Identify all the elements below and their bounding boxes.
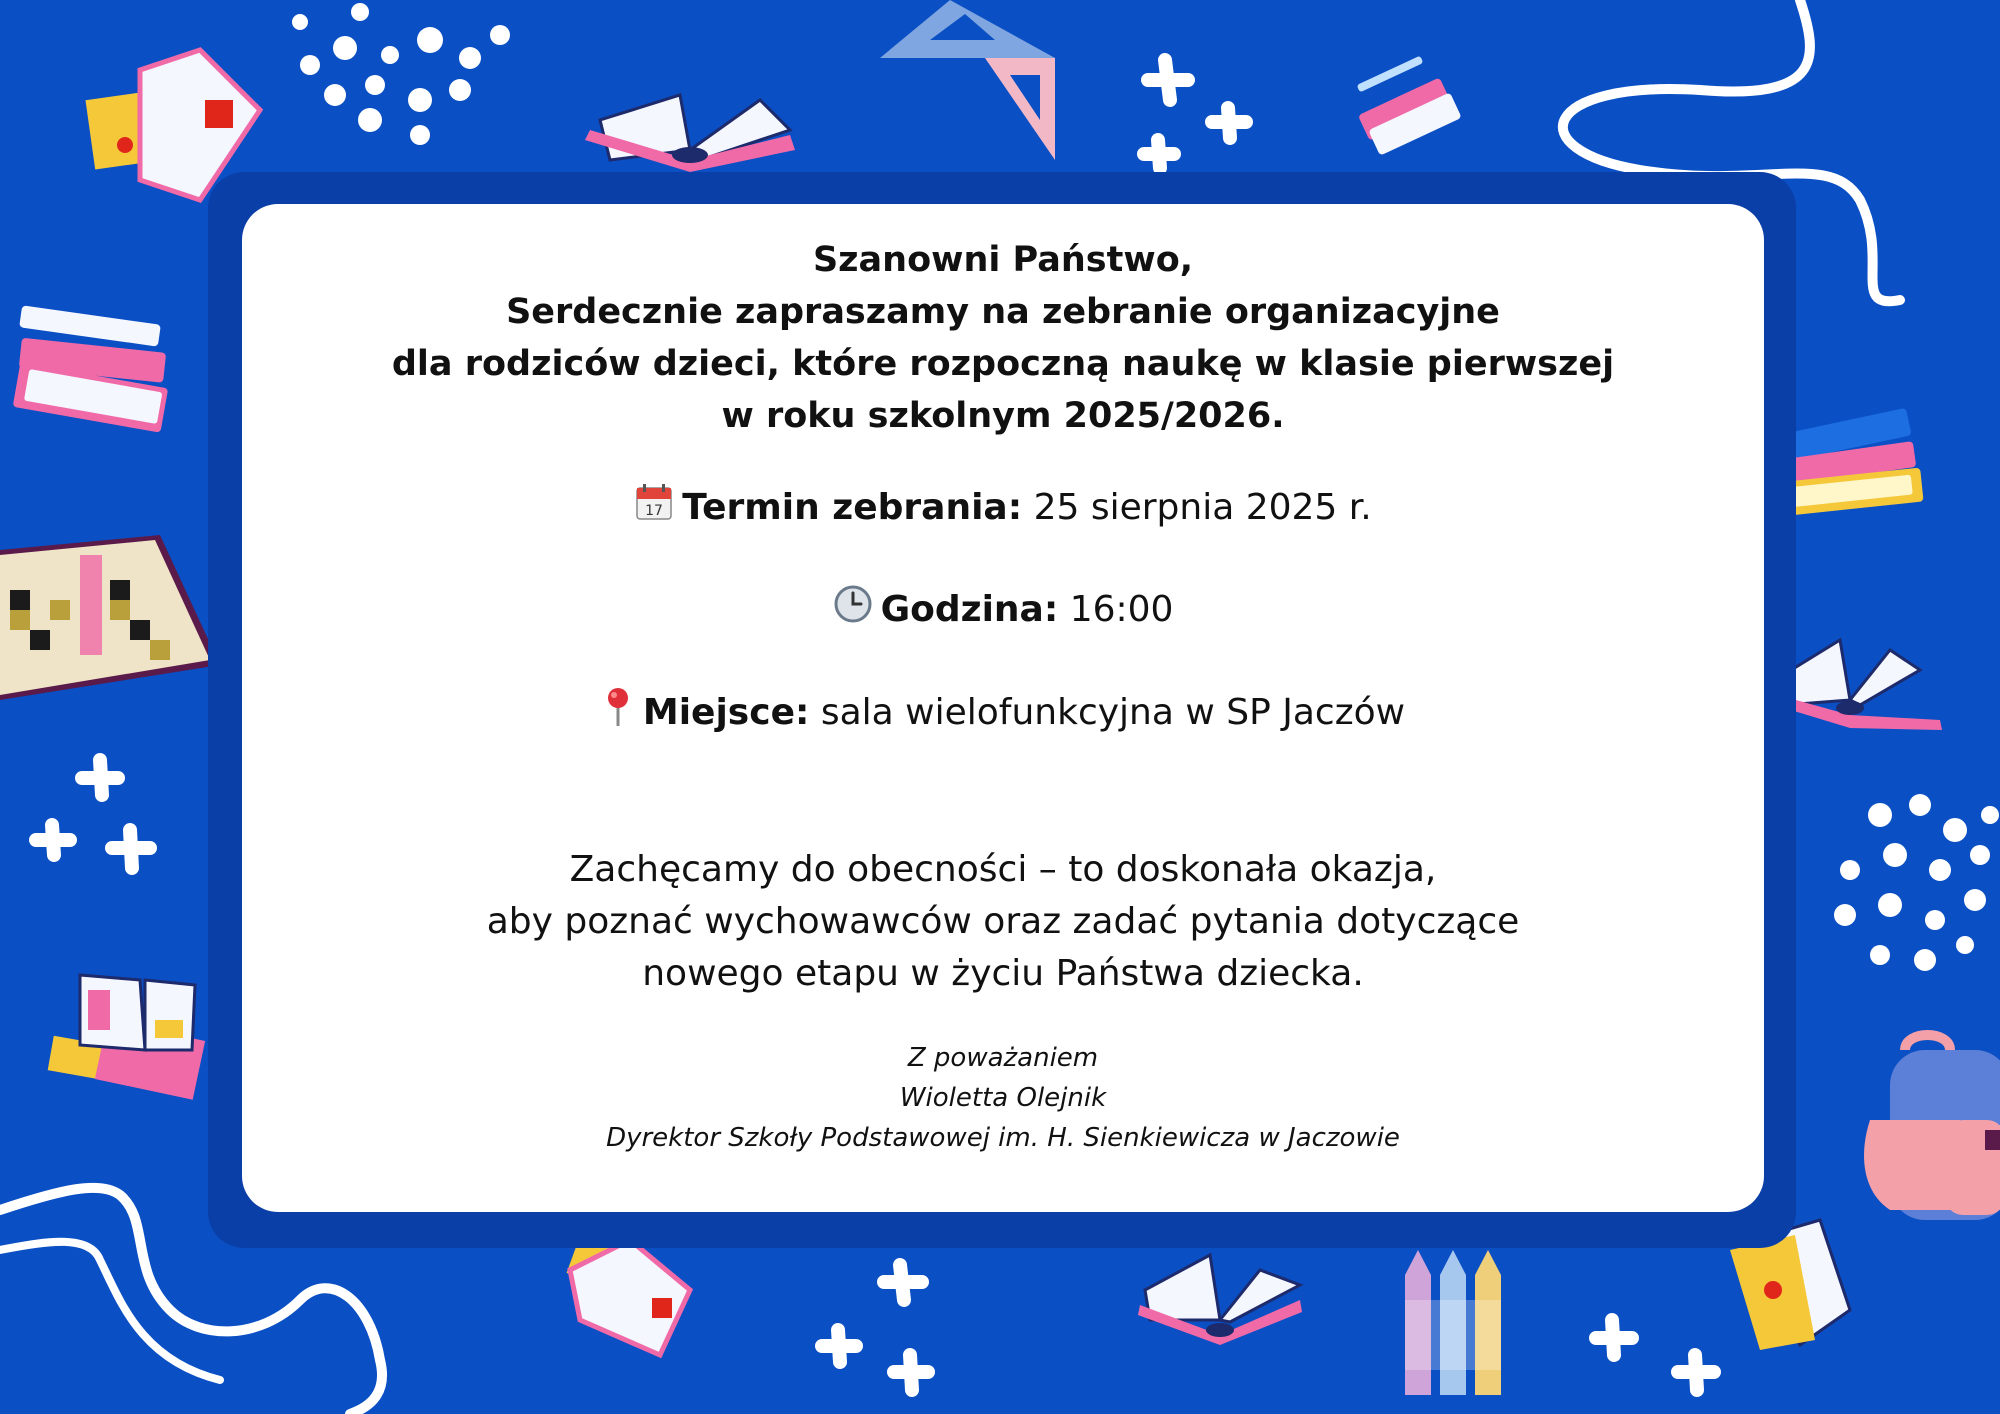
notebook-stack-icon: [48, 975, 205, 1100]
signature-name: Wioletta Olejnik: [899, 1083, 1107, 1113]
heading-line: dla rodziców dzieci, które rozpoczną naukę w klasie pierwszej: [391, 344, 1615, 384]
appeal-line: Zachęcamy do obecności – to doskonała okazja,: [569, 849, 1437, 890]
calendar-icon: [634, 482, 674, 536]
invitation-card: [242, 204, 1764, 1212]
backpack-icon: [1864, 1035, 2000, 1220]
open-book-icon: [585, 95, 795, 172]
appeal-line: aby poznać wychowawców oraz zadać pytania dotyczące: [486, 901, 1520, 942]
meeting-date-label: Termin zebrania:: [682, 487, 1023, 528]
open-book-icon: [1138, 1255, 1302, 1345]
dots-cluster-top: [292, 3, 510, 145]
svg-text:17: 17: [645, 503, 664, 519]
meeting-date-value: 25 sierpnia 2025 r.: [1033, 487, 1372, 528]
invitation-heading: [242, 234, 1764, 442]
crayons-icon: [1405, 1250, 1501, 1395]
clock-icon: [833, 584, 873, 638]
dots-cluster-right: [1834, 794, 1999, 971]
heading-line: w roku szkolnym 2025/2026.: [721, 396, 1285, 436]
signature-title: Dyrektor Szkoły Podstawowej im. H. Sienkiewicza w Jaczowie: [606, 1123, 1400, 1153]
book-stack-icon: [1357, 56, 1462, 156]
meeting-time-value: 16:00: [1069, 589, 1174, 630]
signature-block: [242, 1038, 1764, 1158]
greeting: Szanowni Państwo,: [812, 240, 1194, 280]
meeting-time-row: [242, 584, 1764, 638]
signature-closing: Z poważaniem: [907, 1043, 1099, 1073]
board-game-icon: [0, 535, 220, 700]
heading-line: Serdecznie zapraszamy na zebranie organizacyjne: [506, 292, 1500, 332]
book-stack-icon: [13, 305, 169, 432]
meeting-place-row: [242, 686, 1764, 742]
appeal-line: nowego etapu w życiu Państwa dziecka.: [642, 953, 1364, 994]
meeting-time-label: Godzina:: [880, 589, 1059, 630]
meeting-date-row: [242, 482, 1764, 536]
book-stack-icon: [1781, 408, 1924, 516]
meeting-place-value: sala wielofunkcyjna w SP Jaczów: [820, 692, 1406, 733]
triangle-ruler-icon: [880, 0, 1055, 160]
pin-icon: [601, 686, 635, 742]
meeting-place-label: Miejsce:: [642, 692, 810, 733]
attendance-appeal: [242, 844, 1764, 1000]
